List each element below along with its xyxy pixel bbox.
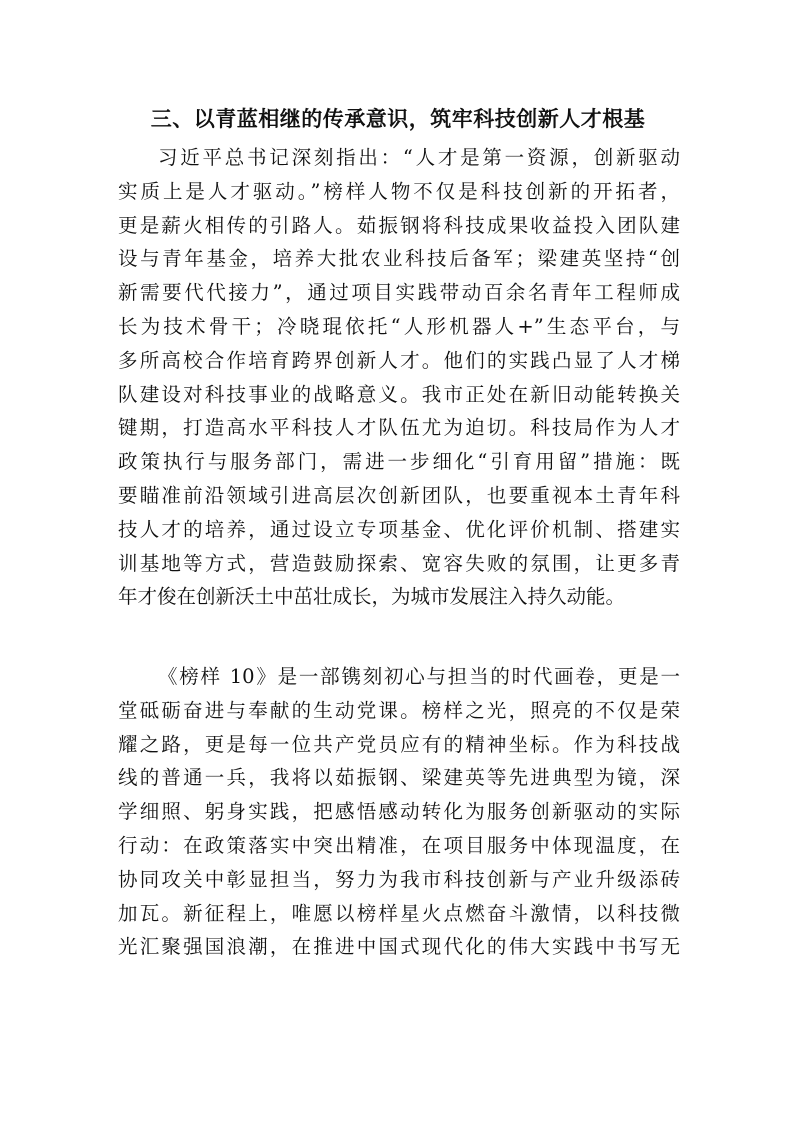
text-line: 新需要代代接力”，通过项目实践带动百余名青年工程师成 (118, 281, 680, 305)
text-line: 学细照、躬身实践，把感悟感动转化为服务创新驱动的实际 (118, 800, 680, 824)
text-line: 耀之路，更是每一位共产党员应有的精神坐标。作为科技战 (118, 732, 680, 756)
text-line: 队建设对科技事业的战略意义。我市正处在新旧动能转换关 (118, 382, 680, 406)
paragraph-1 (118, 141, 680, 614)
section-heading: 三、以青蓝相继的传承意识，筑牢科技创新人才根基 (150, 107, 646, 131)
text-line: 《榜样 10》是一部镌刻初心与担当的时代画卷，更是一 (158, 665, 680, 688)
text-line: 键期，打造高水平科技人才队伍尤为迫切。科技局作为人才 (118, 416, 680, 440)
text-line: 多所高校合作培育跨界创新人才。他们的实践凸显了人才梯 (118, 348, 680, 372)
paragraph-2 (118, 660, 680, 964)
text-line: 加瓦。新征程上，唯愿以榜样星火点燃奋斗激情，以科技微 (118, 901, 680, 925)
text-line: 更是薪火相传的引路人。茹振钢将科技成果收益投入团队建 (118, 213, 680, 237)
text-line: 堂砥砺奋进与奉献的生动党课。榜样之光，照亮的不仅是荣 (118, 698, 680, 722)
text-line: 要瞄准前沿领域引进高层次创新团队，也要重视本土青年科 (118, 483, 680, 507)
text-line: 政策执行与服务部门，需进一步细化“引育用留”措施：既 (118, 450, 680, 474)
text-line: 设与青年基金，培养大批农业科技后备军；梁建英坚持“创 (118, 247, 680, 271)
text-line: 训基地等方式，营造鼓励探索、宽容失败的氛围，让更多青 (118, 551, 680, 575)
text-line: 光汇聚强国浪潮，在推进中国式现代化的伟大实践中书写无 (118, 935, 680, 959)
text-line: 习近平总书记深刻指出：“人才是第一资源，创新驱动 (158, 146, 680, 169)
text-line: 年才俊在创新沃土中茁壮成长，为城市发展注入持久动能。 (118, 585, 626, 609)
text-line: 行动：在政策落实中突出精准，在项目服务中体现温度，在 (118, 833, 680, 857)
text-line: 实质上是人才驱动。”榜样人物不仅是科技创新的开拓者， (118, 179, 680, 203)
text-line: 线的普通一兵，我将以茹振钢、梁建英等先进典型为镜，深 (118, 766, 680, 790)
text-line: 协同攻关中彰显担当，努力为我市科技创新与产业升级添砖 (118, 867, 680, 891)
text-line: 技人才的培养，通过设立专项基金、优化评价机制、搭建实 (118, 517, 680, 541)
text-line: 长为技术骨干；冷晓琨依托“人形机器人+”生态平台，与 (118, 314, 680, 338)
